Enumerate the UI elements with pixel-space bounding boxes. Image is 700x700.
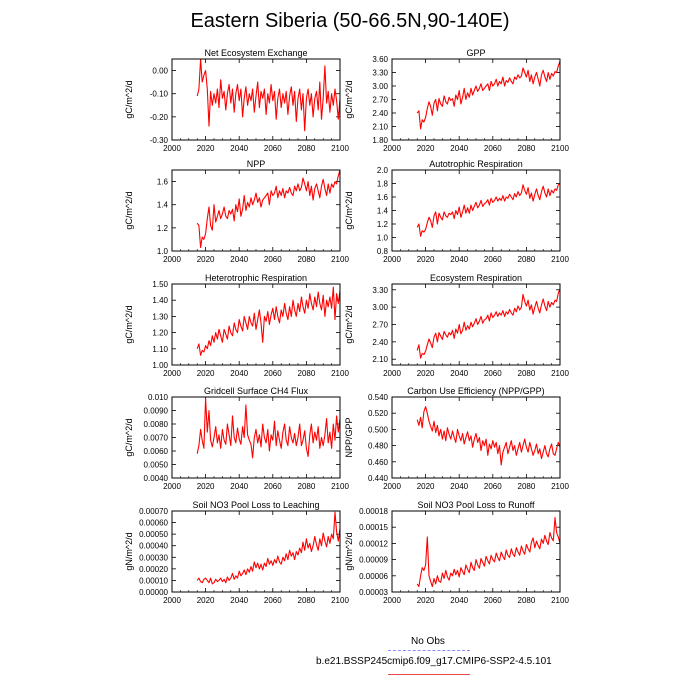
x-tick-label: 2040 [230,482,249,491]
y-tick-label: 0.00020 [139,564,168,574]
y-tick-label: 2.40 [372,337,388,347]
chart-title: Autotrophic Respiration [429,159,523,169]
chart-title: Heterotrophic Respiration [204,273,308,283]
y-tick-label: 0.0050 [143,460,168,470]
chart-title: Carbon Use Efficiency (NPP/GPP) [407,386,545,396]
y-tick-label: 0.00030 [139,553,168,563]
y-tick-label: 1.6 [156,177,168,187]
y-tick-label: 2.10 [372,122,388,132]
x-tick-label: 2060 [263,144,282,153]
y-tick-label: 0.00070 [139,507,168,516]
y-tick-label: 0.00012 [359,539,388,549]
chart-title: GPP [466,48,486,58]
y-tick-label: 0.8 [376,247,388,256]
x-tick-label: 2000 [163,144,181,153]
plot-frame [392,170,560,251]
y-tick-label: 1.10 [152,344,168,354]
x-tick-label: 2100 [331,482,349,491]
legend [0,636,700,696]
plot-frame [172,170,340,251]
y-axis-label: gN/m^2/d [344,532,354,571]
y-tick-label: 1.40 [152,296,168,306]
y-tick-label: 1.0 [376,233,388,243]
y-tick-label: 1.50 [152,280,168,289]
y-tick-label: 0.460 [367,457,388,467]
x-tick-label: 2080 [297,482,316,491]
y-tick-label: 1.00 [152,361,168,370]
chart-panel-4 [344,159,569,264]
y-tick-label: 0.0070 [143,433,168,443]
y-tick-label: 0.00050 [139,530,168,540]
x-tick-label: 2100 [331,255,349,264]
x-tick-label: 2060 [263,369,282,378]
chart-title: Soil NO3 Pool Loss to Runoff [417,500,535,510]
plot-frame [172,397,340,478]
y-tick-label: 3.60 [372,55,388,64]
x-tick-label: 2000 [383,369,401,378]
x-tick-label: 2100 [331,144,349,153]
x-tick-label: 2000 [383,255,401,264]
y-axis-label: gC/m^2/d [124,418,134,457]
y-tick-label: 3.30 [372,68,388,78]
y-tick-label: 0.0090 [143,406,168,416]
chart-panel-3 [124,159,349,264]
y-tick-label: 0.500 [367,425,388,435]
x-tick-label: 2100 [331,596,349,605]
chart-title: NPP [246,159,266,169]
chart-panel-8 [344,386,569,491]
x-tick-label: 2020 [196,482,215,491]
y-axis-label: gC/m^2/d [344,305,354,344]
x-tick-label: 2060 [483,255,502,264]
chart-panel-5 [124,273,349,378]
x-tick-label: 2100 [551,369,569,378]
x-tick-label: 2000 [163,369,181,378]
x-tick-label: 2060 [263,482,282,491]
y-axis-label: gC/m^2/d [344,80,354,119]
x-tick-label: 2080 [297,369,316,378]
y-axis-label: gC/m^2/d [344,191,354,230]
x-tick-label: 2040 [230,144,249,153]
y-tick-label: 0.00 [152,66,168,76]
y-axis-label: gC/m^2/d [124,80,134,119]
x-tick-label: 2060 [483,369,502,378]
x-tick-label: 2020 [196,596,215,605]
plot-frame [392,397,560,478]
x-tick-label: 2000 [163,482,181,491]
y-tick-label: 0.0080 [143,420,168,429]
y-tick-label: 0.00009 [359,555,388,565]
y-tick-label: 0.00010 [139,576,168,586]
y-tick-label: 1.2 [376,220,388,229]
x-tick-label: 2080 [517,255,536,264]
x-tick-label: 2020 [196,255,215,264]
series-line [417,518,560,587]
x-tick-label: 2100 [551,255,569,264]
legend-obs-line [388,650,470,651]
x-tick-label: 2000 [383,144,401,153]
x-tick-label: 2040 [230,255,249,264]
x-tick-label: 2080 [297,144,316,153]
x-tick-label: 2000 [383,482,401,491]
x-tick-label: 2020 [416,255,435,264]
plot-frame [392,59,560,140]
series-line [197,59,340,131]
y-tick-label: 0.00003 [359,588,388,597]
series-line [417,61,560,129]
x-tick-label: 2020 [416,144,435,153]
chart-panel-10 [344,500,569,605]
series-line [417,407,560,465]
y-tick-label: 0.010 [147,393,168,402]
series-line [197,398,340,457]
y-tick-label: 0.0060 [143,447,168,456]
y-tick-label: 3.00 [372,82,388,91]
chart-panel-1 [124,48,349,153]
y-tick-label: 0.480 [367,441,388,451]
y-tick-label: 0.00000 [139,588,168,597]
y-tick-label: 0.00015 [359,523,388,533]
y-tick-label: 0.00006 [359,571,388,581]
x-tick-label: 2060 [263,255,282,264]
y-tick-label: -0.20 [149,112,168,122]
x-tick-label: 2040 [230,369,249,378]
y-tick-label: 1.6 [376,193,388,202]
chart-title: Ecosystem Respiration [429,273,523,283]
y-tick-label: 2.10 [372,355,388,365]
x-tick-label: 2040 [450,596,469,605]
x-tick-label: 2040 [450,369,469,378]
y-tick-label: 0.0040 [143,474,168,483]
x-tick-label: 2080 [517,482,536,491]
y-tick-label: 2.70 [372,320,388,330]
x-tick-label: 2080 [517,369,536,378]
series-line [417,184,560,237]
chart-panel-6 [344,273,569,378]
x-tick-label: 2040 [230,596,249,605]
y-tick-label: 2.0 [376,166,388,175]
page-title: Eastern Siberia (50-66.5N,90-140E) [190,10,510,32]
y-tick-label: 2.40 [372,109,388,118]
chart-title: Gridcell Surface CH4 Flux [203,386,309,396]
chart-title: Net Ecosystem Exchange [204,48,308,58]
y-tick-label: -0.10 [149,89,168,99]
x-tick-label: 2040 [450,144,469,153]
y-tick-label: 1.4 [156,200,168,210]
x-tick-label: 2020 [196,144,215,153]
series-line [417,289,560,359]
y-tick-label: 3.00 [372,303,388,313]
y-tick-label: 0.00018 [359,507,388,516]
x-tick-label: 2000 [163,596,181,605]
y-tick-label: 0.00060 [139,518,168,528]
x-tick-label: 2040 [450,482,469,491]
series-line [197,512,340,584]
x-tick-label: 2060 [483,596,502,605]
y-tick-label: 0.520 [367,409,388,419]
x-tick-label: 2000 [163,255,181,264]
y-tick-label: 1.20 [152,328,168,338]
y-tick-label: 1.4 [376,206,388,216]
plot-frame [392,511,560,592]
x-tick-label: 2040 [450,255,469,264]
legend-obs-label: No Obs [411,636,445,647]
y-tick-label: 1.2 [156,223,168,233]
x-tick-label: 2020 [196,369,215,378]
x-tick-label: 2100 [551,144,569,153]
x-tick-label: 2100 [551,482,569,491]
x-tick-label: 2060 [483,144,502,153]
series-line [197,287,340,355]
y-tick-label: 2.70 [372,95,388,105]
x-tick-label: 2080 [517,596,536,605]
y-tick-label: 3.30 [372,285,388,295]
chart-title: Soil NO3 Pool Loss to Leaching [192,500,320,510]
x-tick-label: 2060 [483,482,502,491]
y-tick-label: 0.00040 [139,541,168,551]
x-tick-label: 2080 [297,255,316,264]
y-axis-label: NPP/GPP [344,417,354,458]
legend-case-label: b.e21.BSSP245cmip6.f09_g17.CMIP6-SSP2-4.5.101 [316,656,552,667]
y-tick-label: 1.0 [156,247,168,256]
x-tick-label: 2020 [416,596,435,605]
y-tick-label: 1.80 [372,136,388,145]
x-tick-label: 2080 [297,596,316,605]
x-tick-label: 2020 [416,482,435,491]
x-tick-label: 2060 [263,596,282,605]
y-tick-label: -0.30 [149,136,168,145]
x-tick-label: 2020 [416,369,435,378]
y-tick-label: 0.440 [367,474,388,483]
series-line [197,170,340,248]
x-tick-label: 2100 [331,369,349,378]
chart-panel-7 [124,386,349,491]
y-tick-label: 0.540 [367,393,388,402]
y-axis-label: gN/m^2/d [124,532,134,571]
y-axis-label: gC/m^2/d [124,305,134,344]
y-tick-label: 1.8 [376,179,388,189]
x-tick-label: 2000 [383,596,401,605]
chart-panel-9 [124,500,349,605]
y-axis-label: gC/m^2/d [124,191,134,230]
plot-frame [392,284,560,365]
legend-case-line [388,674,470,675]
chart-panel-2 [344,48,569,153]
x-tick-label: 2100 [551,596,569,605]
y-tick-label: 1.30 [152,312,168,322]
x-tick-label: 2080 [517,144,536,153]
